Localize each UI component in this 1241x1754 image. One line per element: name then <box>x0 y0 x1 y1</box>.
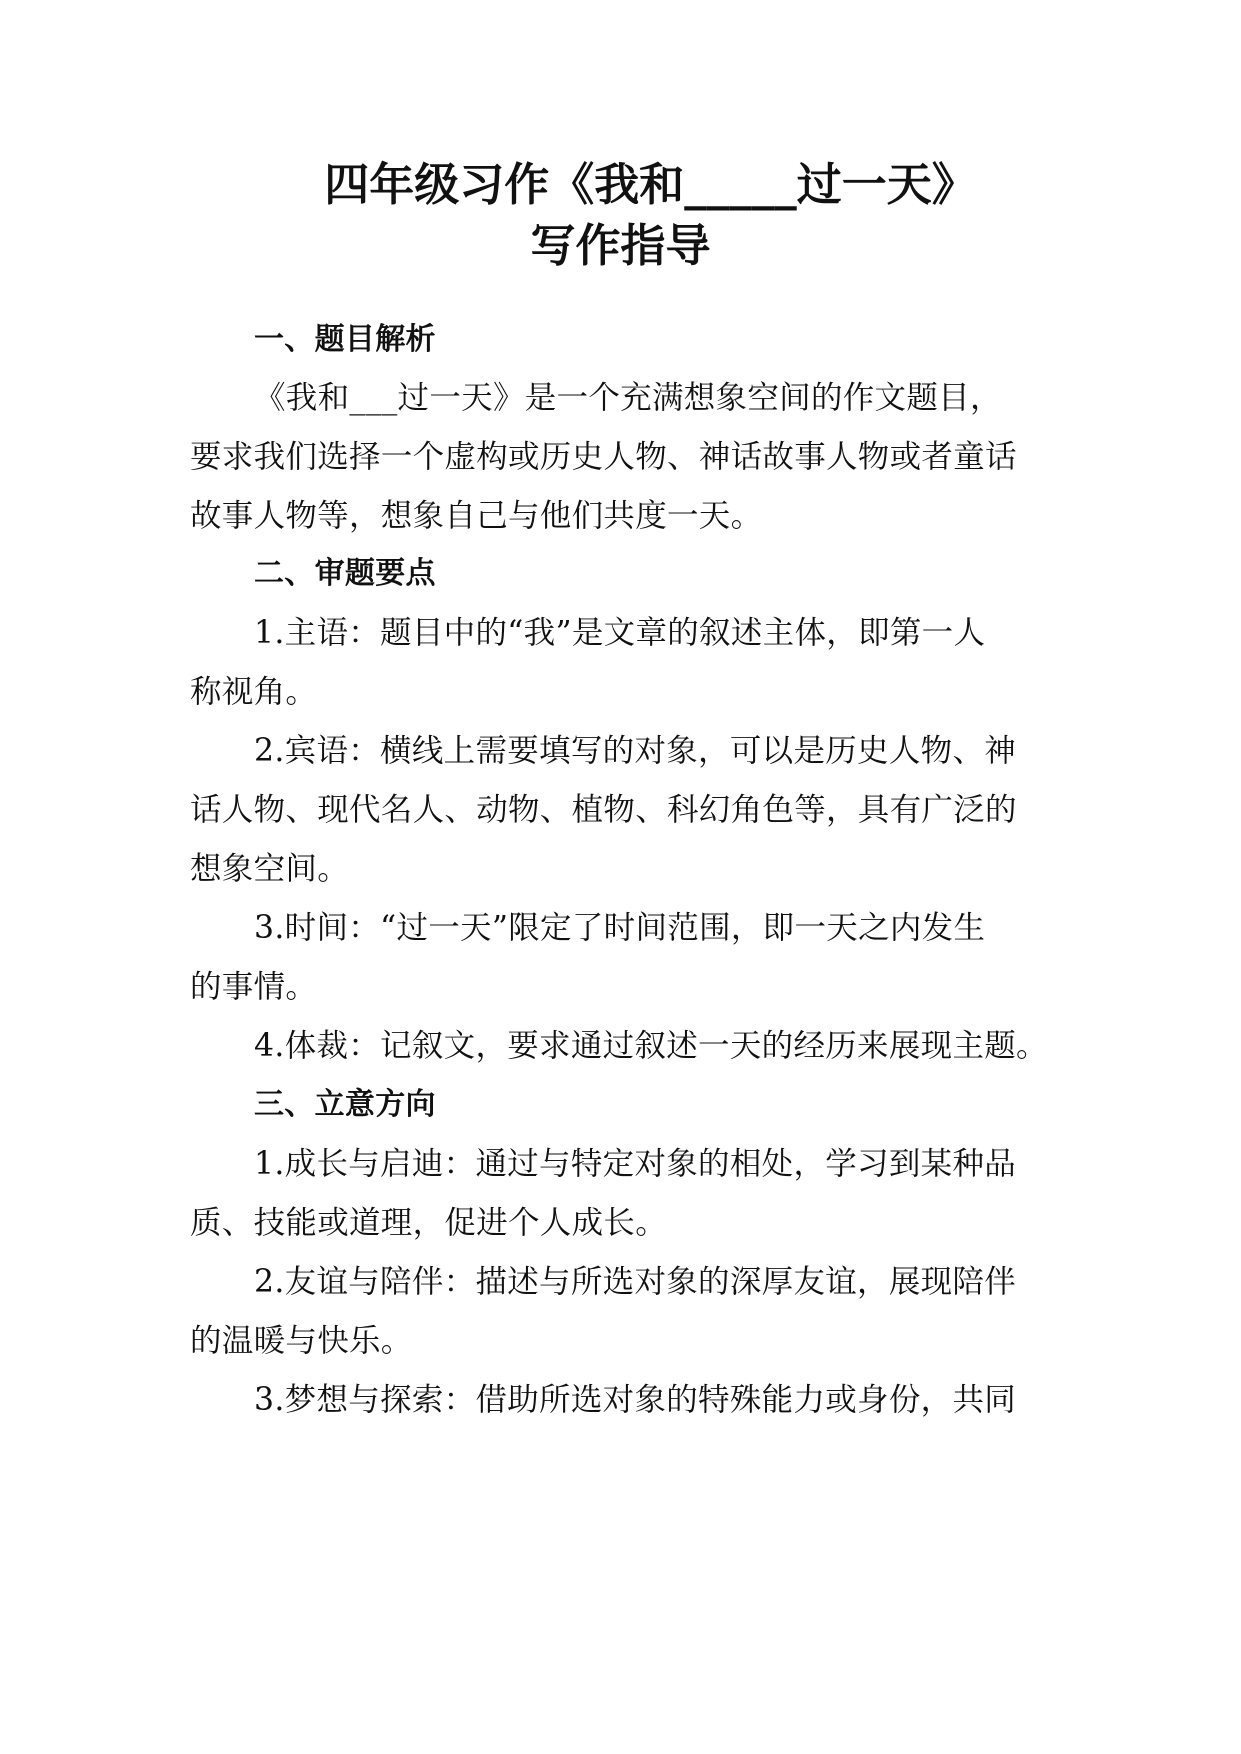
paragraph-line: 1.成长与启迪：通过与特定对象的相处，学习到某种品 <box>254 1146 1017 1182</box>
paragraph-line: 想象空间。 <box>190 851 350 887</box>
paragraph-line: 2.宾语：横线上需要填写的对象，可以是历史人物、神 <box>254 733 1017 769</box>
paragraph-line: 的温暖与快乐。 <box>190 1323 413 1359</box>
paragraph-line: 要求我们选择一个虚构或历史人物、神话故事人物或者童话 <box>190 439 1017 475</box>
paragraph-line: 3.梦想与探索：借助所选对象的特殊能力或身份，共同 <box>254 1382 1017 1418</box>
paragraph-line: 故事人物等，想象自己与他们共度一天。 <box>190 498 763 534</box>
paragraph-line: 3.时间：“过一天”限定了时间范围，即一天之内发生 <box>254 910 986 946</box>
section-heading: 一、题目解析 <box>254 322 436 357</box>
section-heading: 三、立意方向 <box>254 1087 436 1122</box>
paragraph-line: 2.友谊与陪伴：描述与所选对象的深厚友谊，展现陪伴 <box>254 1264 1017 1300</box>
paragraph-line: 的事情。 <box>190 969 318 1005</box>
document-body <box>190 307 1060 1707</box>
section-heading: 二、审题要点 <box>254 556 436 591</box>
document-subtitle: 写作指导 <box>530 219 711 272</box>
paragraph-line: 话人物、现代名人、动物、植物、科幻角色等，具有广泛的 <box>190 792 1017 828</box>
document-title: 四年级习作《我和_____过一天》 <box>324 158 977 211</box>
paragraph-line: 《我和___过一天》是一个充满想象空间的作文题目， <box>254 380 1002 416</box>
paragraph-line: 1.主语：题目中的“我”是文章的叙述主体，即第一人 <box>254 615 986 651</box>
paragraph-line: 质、技能或道理，促进个人成长。 <box>190 1205 668 1241</box>
paragraph-line: 称视角。 <box>190 674 318 710</box>
paragraph-line: 4.体裁：记叙文，要求通过叙述一天的经历来展现主题。 <box>254 1028 1048 1064</box>
